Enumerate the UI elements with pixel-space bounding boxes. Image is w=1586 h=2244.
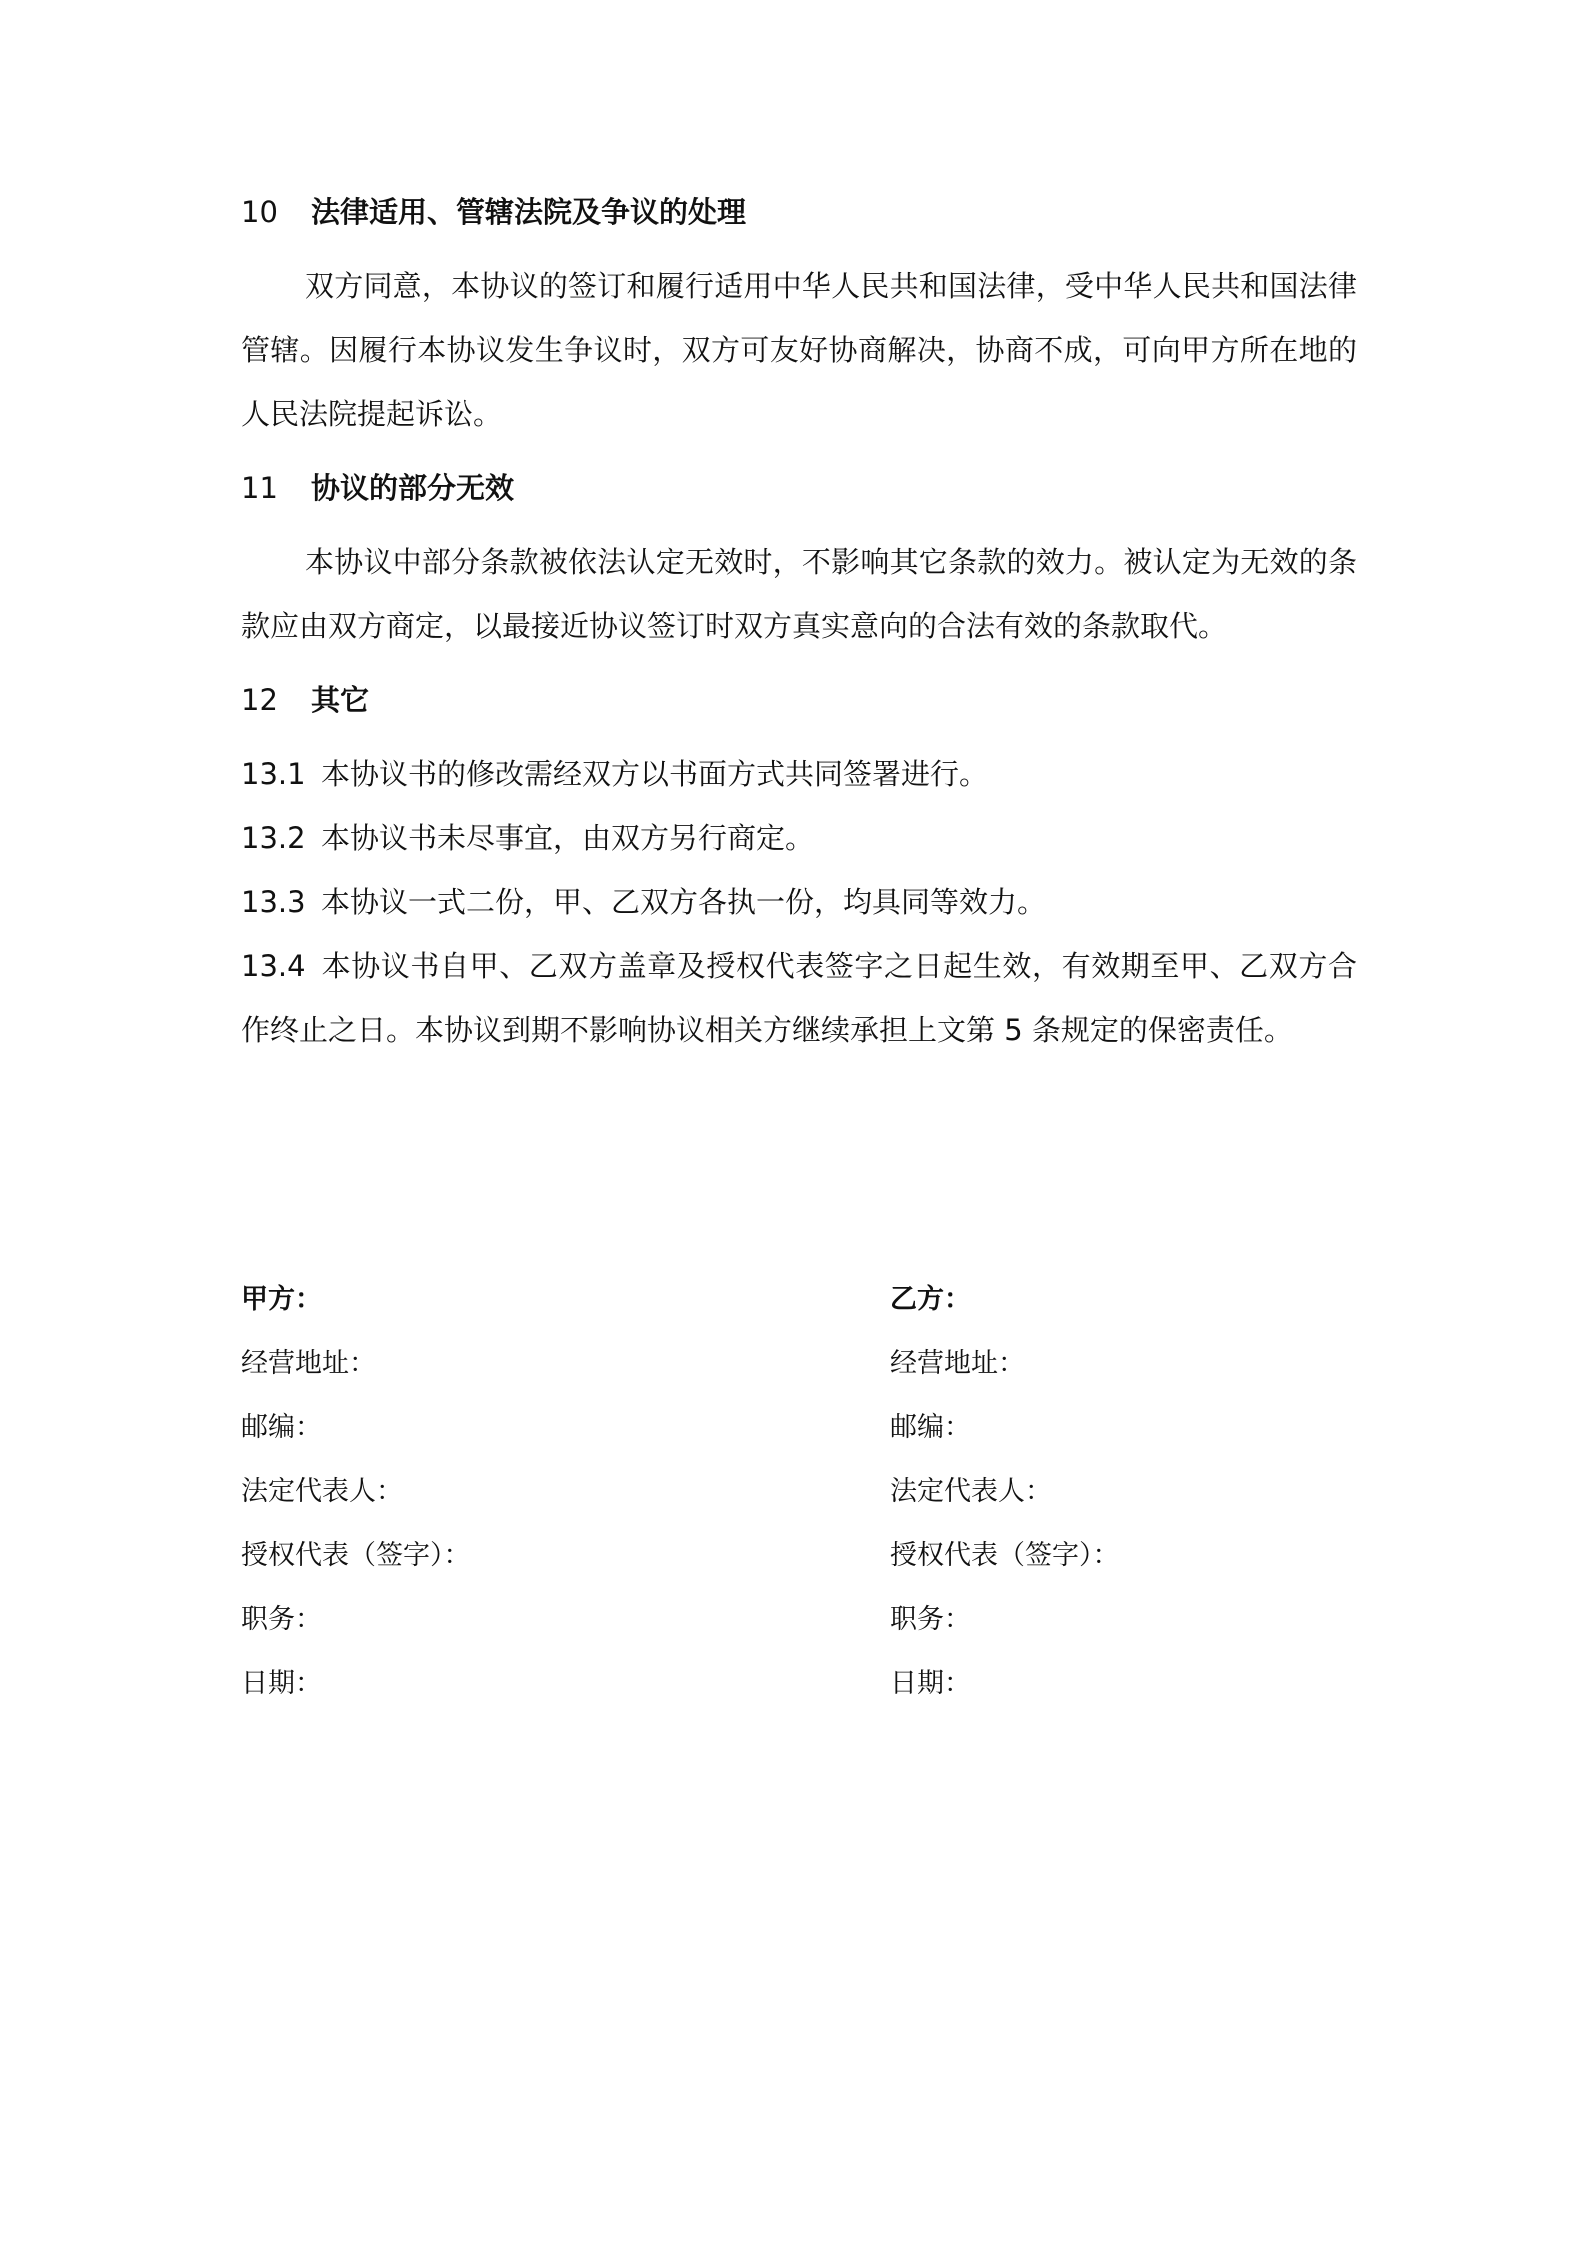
clause-13-4 xyxy=(241,934,1357,1062)
party-b-date-label: 日期： xyxy=(890,1668,971,1699)
clause-text: 本协议书未尽事宜，由双方另行商定。 xyxy=(321,821,815,855)
clause-number: 13.3 xyxy=(241,885,306,919)
party-b-legal-rep-label: 法定代表人： xyxy=(890,1476,1052,1507)
section-number: 12 xyxy=(241,683,278,717)
party-a-postcode-label: 邮编： xyxy=(241,1412,322,1443)
clause-number: 13.2 xyxy=(241,821,306,855)
section-number: 11 xyxy=(241,471,278,505)
section-11-heading xyxy=(241,466,1357,510)
section-12-heading xyxy=(241,678,1357,722)
party-a-signature-block xyxy=(241,1268,471,1716)
clause-13-2 xyxy=(241,806,1357,870)
section-number: 10 xyxy=(241,195,278,229)
section-11-text: 本协议中部分条款被依法认定无效时，不影响其它条款的效力。被认定为无效的条款应由双方商定，以最接近协议签订时双方真实意向的合法有效的条款取代。 xyxy=(241,545,1357,643)
party-b-title: 乙方： xyxy=(890,1284,971,1315)
party-a-title: 甲方： xyxy=(241,1284,322,1315)
clause-number: 13.1 xyxy=(241,757,306,791)
party-b-address-label: 经营地址： xyxy=(890,1348,1025,1379)
section-10-text: 双方同意，本协议的签订和履行适用中华人民共和国法律，受中华人民共和国法律管辖。因履行本协议发生争议时，双方可友好协商解决，协商不成，可向甲方所在地的人民法院提起诉讼。 xyxy=(241,269,1357,431)
clause-text: 本协议书自甲、乙双方盖章及授权代表签字之日起生效，有效期至甲、乙双方合作终止之日。本协议到期不影响协议相关方继续承担上文第 5 条规定的保密责任。 xyxy=(241,949,1357,1047)
section-title: 协议的部分无效 xyxy=(311,471,515,505)
clause-13-3 xyxy=(241,870,1357,934)
section-10-heading xyxy=(241,190,1357,234)
clause-number: 13.4 xyxy=(241,949,306,983)
clause-13-1 xyxy=(241,742,1357,806)
section-title: 法律适用、管辖法院及争议的处理 xyxy=(311,195,747,229)
party-a-position-label: 职务： xyxy=(241,1604,322,1635)
party-a-legal-rep-label: 法定代表人： xyxy=(241,1476,403,1507)
party-a-date-label: 日期： xyxy=(241,1668,322,1699)
clause-text: 本协议一式二份，甲、乙双方各执一份，均具同等效力。 xyxy=(321,885,1047,919)
party-a-authorized-rep-label: 授权代表（签字）： xyxy=(241,1540,471,1571)
party-a-address-label: 经营地址： xyxy=(241,1348,376,1379)
party-b-postcode-label: 邮编： xyxy=(890,1412,971,1443)
party-b-position-label: 职务： xyxy=(890,1604,971,1635)
section-title: 其它 xyxy=(311,683,370,717)
clause-text: 本协议书的修改需经双方以书面方式共同签署进行。 xyxy=(321,757,989,791)
party-b-authorized-rep-label: 授权代表（签字）： xyxy=(890,1540,1120,1571)
document-body xyxy=(241,190,1357,1062)
party-b-signature-block xyxy=(890,1268,1120,1716)
